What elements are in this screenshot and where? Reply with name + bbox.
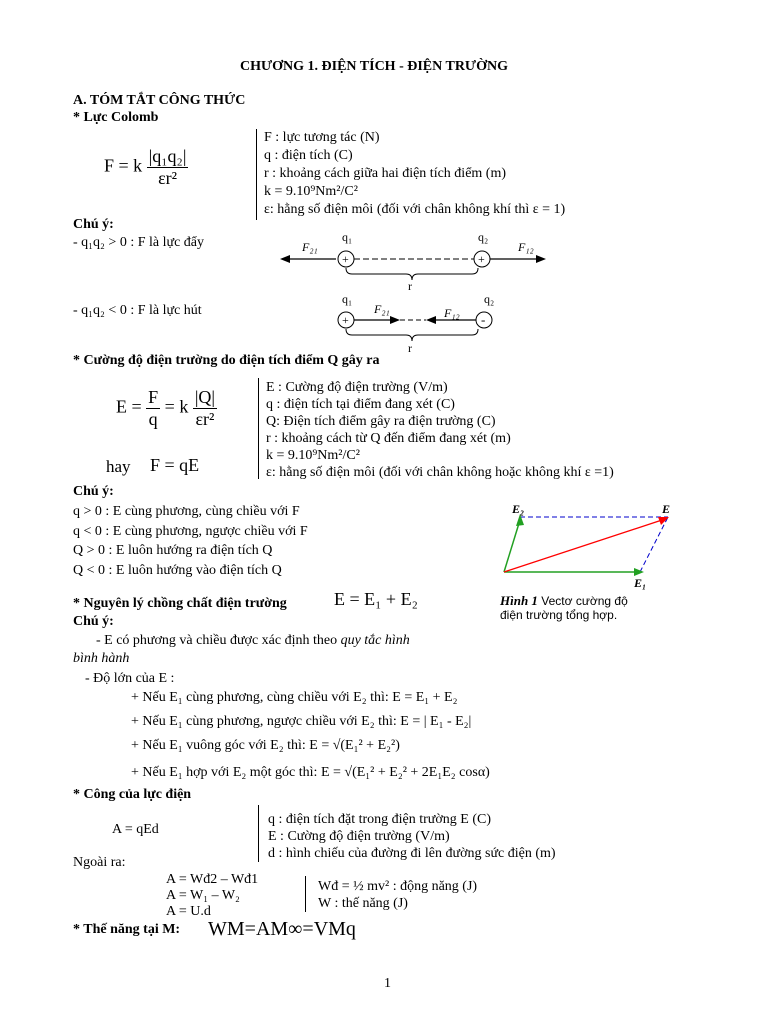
- page-title: CHƯƠNG 1. ĐIỆN TÍCH - ĐIỆN TRƯỜNG: [240, 59, 508, 74]
- hay-label: hay: [106, 457, 131, 476]
- work-alternatives: [166, 872, 258, 920]
- field-legend-bar: [258, 378, 259, 479]
- potential-heading: * Thế năng tại M:: [73, 922, 181, 937]
- f12-label-2: F₁₂: [444, 306, 460, 320]
- parallelogram-figure: [498, 500, 688, 600]
- coulomb-heading: * Lực Colomb: [73, 110, 159, 125]
- attract-text: - q₁q₂ < 0 : F là lực hút: [73, 303, 202, 318]
- superposition-note: Chú ý:: [73, 614, 114, 629]
- legend-line: ε: hằng số điện môi (đối với chân không hoặc không khí ε =1): [266, 465, 614, 480]
- q2-label: q₂: [478, 230, 489, 244]
- alt-formula: A = Wđ2 – Wđ1: [166, 872, 259, 887]
- coulomb-lhs: F = k: [104, 155, 143, 176]
- q1-label-2: q₁: [342, 292, 353, 306]
- q2-label-2: q₂: [484, 292, 495, 306]
- rule-text: - E có phương và chiều được xác định theo: [96, 633, 341, 648]
- frac1-den: q: [148, 409, 158, 429]
- note-line: Q < 0 : E luôn hướng vào điện tích Q: [73, 562, 282, 578]
- legend-line: Wđ = ½ mv² : động năng (J): [318, 879, 478, 894]
- repel-text: - q₁q₂ > 0 : F là lực đẩy: [73, 235, 205, 250]
- e2-vector: [504, 520, 520, 572]
- work-formula: A = qEd: [112, 822, 159, 837]
- rule-continuation: bình hành: [73, 651, 130, 666]
- legend-line: E : Cường độ điện trường (V/m): [266, 380, 448, 395]
- note2-heading: Chú ý:: [73, 484, 114, 499]
- page-number: 1: [384, 976, 391, 991]
- section-a-heading: A. TÓM TẮT CÔNG THỨC: [73, 93, 246, 108]
- f12-label: F₁₂: [518, 240, 534, 254]
- superposition-heading: * Nguyên lý chồng chất điện trường: [73, 596, 287, 611]
- legend-line: E : Cường độ điện trường (V/m): [268, 829, 450, 844]
- frac1-num: F: [148, 387, 159, 407]
- coulomb-denominator: εr²: [158, 168, 178, 188]
- frac2-num: |Q|: [194, 387, 216, 407]
- legend-line: Q: Điện tích điểm gây ra điện trường (C): [266, 414, 496, 429]
- caption-bold: Hình 1: [500, 593, 538, 608]
- coulomb-formula: [104, 146, 188, 189]
- potential-formula: WM=AM∞=VMq: [208, 918, 356, 940]
- f21-label-2: F₂₁: [374, 302, 390, 316]
- coulomb-legend-bar: [256, 129, 257, 220]
- case-4: + Nếu E₁ hợp với E₂ một góc thì: E = √(E₁² + E₂² + 2E₁E₂ cosα): [131, 765, 490, 780]
- case-2: + Nếu E₁ cùng phương, ngược chiều với E₂ thì: E = | E₁ - E₂|: [131, 714, 472, 729]
- legend-line: k = 9.10⁹Nm²/C²: [264, 184, 358, 199]
- coulomb-numerator: |q₁q₂|: [148, 146, 187, 166]
- r-label-2: r: [408, 341, 412, 355]
- legend-line: q : điện tích tại điểm đang xét (C): [266, 397, 455, 412]
- hay-formula: F = qE: [150, 455, 200, 475]
- r-label: r: [408, 279, 412, 293]
- work-legend: [268, 811, 556, 862]
- plus-1: +: [342, 252, 349, 266]
- legend-line: d : hình chiếu của đường đi lên đường sức điện (m): [268, 846, 556, 861]
- legend-line: q : điện tích đặt trong điện trường E (C): [268, 812, 492, 827]
- e-vector: [504, 520, 662, 572]
- case-3: + Nếu E₁ vuông góc với E₂ thì: E = √(E₁² + E₂²): [131, 738, 400, 753]
- alt-formula: A = U.d: [166, 904, 211, 919]
- field-lhs: E =: [116, 396, 142, 417]
- besides-label: Ngoài ra:: [73, 855, 126, 870]
- legend-line: q : điện tích (C): [264, 148, 353, 163]
- caption-line1: Vectơ cường độ: [537, 594, 628, 608]
- note2-lines: [73, 502, 308, 580]
- field-formula: [116, 387, 217, 430]
- note-line: q > 0 : E cùng phương, cùng chiều với F: [73, 504, 300, 519]
- e-figure-label: E: [662, 502, 671, 516]
- coulomb-legend: [264, 129, 565, 219]
- figure-caption-2: điện trường tổng hợp.: [500, 608, 618, 622]
- legend-line: r : khoảng cách giữa hai điện tích điểm (m): [264, 166, 507, 181]
- plus-2: +: [478, 252, 485, 266]
- rule-name: quy tắc hình: [340, 633, 410, 648]
- note-line: q < 0 : E cùng phương, ngược chiều với F: [73, 523, 308, 539]
- legend-line: r : khoảng cách từ Q đến điểm đang xét (m): [266, 431, 511, 446]
- e1-figure-label: E₁: [634, 576, 647, 590]
- q1-label: q₁: [342, 230, 353, 244]
- e2-figure-label: E₂: [512, 502, 525, 516]
- alt-legend: [318, 878, 477, 912]
- rule-line: [96, 633, 410, 649]
- work-heading: * Công của lực điện: [73, 787, 192, 802]
- field-legend: [266, 379, 614, 481]
- frac2-den: εr²: [195, 409, 215, 429]
- legend-line: F : lực tương tác (N): [264, 130, 380, 145]
- field-heading: * Cường độ điện trường do điện tích điểm Q gây ra: [73, 353, 380, 368]
- work-legend-bar: [258, 805, 259, 862]
- legend-line: W : thế năng (J): [318, 896, 408, 911]
- alt-legend-bar: [305, 876, 306, 912]
- field-k: = k: [164, 396, 189, 417]
- note1-heading: Chú ý:: [73, 217, 114, 232]
- figure-caption: [500, 593, 628, 609]
- legend-line: ε: hằng số điện môi (đối với chân không khí thì ε = 1): [264, 202, 566, 217]
- magnitude-heading: - Độ lớn của E :: [85, 671, 175, 686]
- legend-line: k = 9.10⁹Nm²/C²: [266, 448, 360, 463]
- case-1: + Nếu E₁ cùng phương, cùng chiều với E₂ thì: E = E₁ + E₂: [131, 690, 458, 705]
- alt-formula: A = W₁ – W₂: [166, 888, 240, 903]
- superposition-formula: E = E₁ + E₂: [334, 589, 418, 609]
- f21-label: F₂₁: [302, 240, 318, 254]
- plus-3: +: [342, 313, 349, 327]
- note-line: Q > 0 : E luôn hướng ra điện tích Q: [73, 543, 273, 558]
- minus-1: -: [481, 312, 486, 327]
